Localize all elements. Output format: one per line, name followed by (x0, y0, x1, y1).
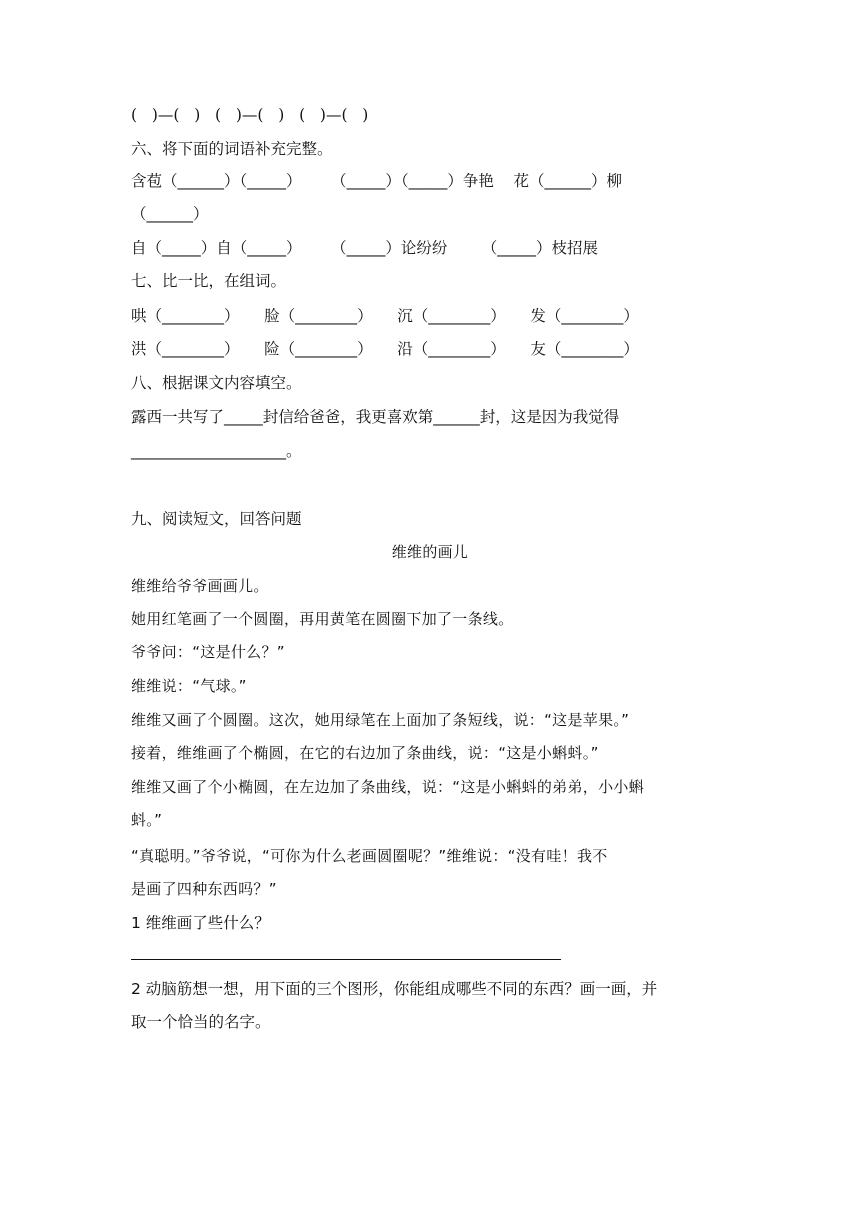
story-title: 维维的画儿 (391, 543, 469, 561)
section-8-answer-line: ____________________。 (131, 442, 302, 460)
question-2-line-2: 取一个恰当的名字。 (131, 1013, 271, 1031)
section-7-row-2: 洪（________） 险（________） 沿（________） 友（________） (131, 340, 639, 358)
section-6-row-1: 含苞（______）（_____） （_____）（_____）争艳 花（______）柳 (131, 172, 623, 190)
section-8-question: 露西一共写了_____封信给爸爸，我更喜欢第______封，这是因为我觉得 (131, 408, 620, 426)
section-7-heading: 七、比一比，在组词。 (131, 272, 287, 290)
story-paragraph-4: 维维说：“气球。” (131, 677, 247, 695)
section-9-heading: 九、阅读短文，回答问题 (131, 510, 302, 528)
story-paragraph-7-line-1: 维维又画了个小椭圆，在左边加了条曲线，说：“这是小蝌蚪的弟弟，小小蝌 (131, 778, 644, 796)
story-paragraph-8-line-2: 是画了四种东西吗？” (131, 880, 277, 898)
blank-pairs-row: ( )—( ) ( )—( ) ( )—( ) (131, 106, 369, 124)
story-paragraph-5: 维维又画了个圆圈。这次，她用绿笔在上面加了条短线，说：“这是苹果。” (131, 711, 630, 729)
section-6-heading: 六、将下面的词语补充完整。 (131, 140, 333, 158)
story-paragraph-8-line-1: “真聪明。”爷爷说，“可你为什么老画圆圈呢？”维维说：“没有哇！我不 (131, 847, 608, 865)
question-1: 1 维维画了些什么？ (131, 914, 270, 932)
question-1-answer-line (131, 959, 561, 960)
section-6-row-2: 自（_____）自（_____） （_____）论纷纷 （_____）枝招展 (131, 239, 599, 257)
section-6-row-1-wrap: （______） (131, 205, 209, 223)
story-paragraph-2: 她用红笔画了一个圆圈，再用黄笔在圆圈下加了一条线。 (131, 610, 514, 628)
story-paragraph-1: 维维给爷爷画画儿。 (131, 577, 269, 595)
story-paragraph-6: 接着，维维画了个椭圆，在它的右边加了条曲线，说：“这是小蝌蚪。” (131, 744, 599, 762)
story-paragraph-3: 爷爷问：“这是什么？” (131, 643, 285, 661)
story-paragraph-7-line-2: 蚪。” (131, 811, 163, 829)
section-7-row-1: 哄（________） 脸（________） 沉（________） 发（________） (131, 307, 639, 325)
question-2-line-1: 2 动脑筋想一想，用下面的三个图形，你能组成哪些不同的东西？画一画，并 (131, 980, 658, 998)
section-8-heading: 八、根据课文内容填空。 (131, 374, 302, 392)
